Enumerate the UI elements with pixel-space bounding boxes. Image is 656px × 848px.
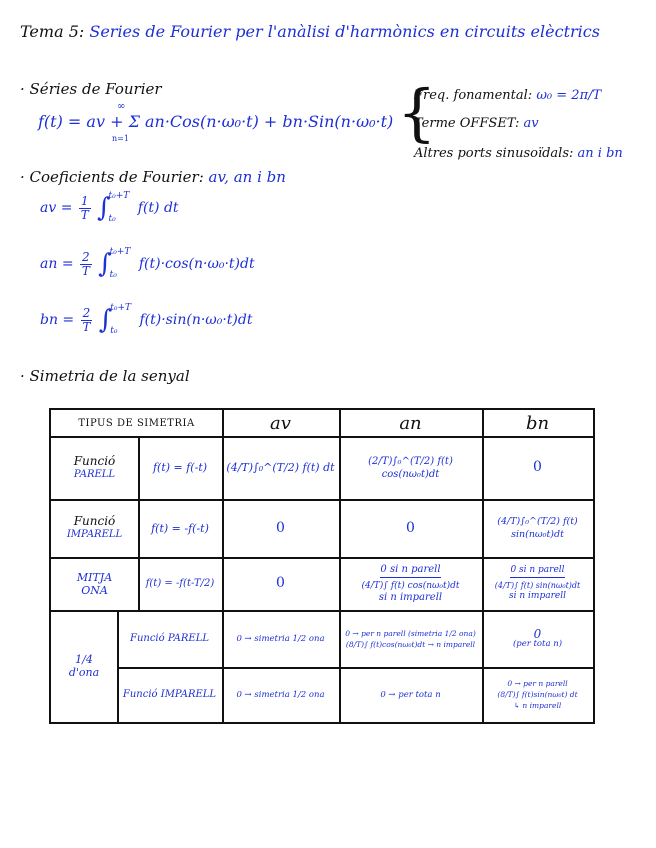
row-even-label bbox=[51, 436, 138, 499]
an-lower: t₀ bbox=[109, 270, 117, 280]
av-den: T bbox=[80, 207, 89, 222]
an-upper: t₀+T bbox=[109, 247, 131, 257]
odd-label-2: IMPARELL bbox=[66, 529, 123, 540]
even-label-1: Funció bbox=[73, 453, 116, 468]
half-bn-formula: (4/T)∫ f(t) sin(nω₀t)dt bbox=[494, 581, 581, 590]
fundamental-label: Freq. fonamental: bbox=[414, 88, 533, 103]
header-av: av bbox=[270, 412, 291, 434]
bn-formula bbox=[40, 304, 252, 336]
even-bn: 0 bbox=[533, 459, 542, 475]
even-an: (2/T)∫₀^(T/2) f(t) cos(nω₀t)dt bbox=[368, 455, 453, 480]
odd-an: 0 bbox=[406, 519, 415, 536]
quarter-label-1: 1/4 bbox=[75, 653, 93, 666]
av-upper: t₀+T bbox=[108, 191, 130, 201]
row-half-label bbox=[51, 557, 138, 610]
symmetry-table bbox=[49, 408, 595, 724]
bn-integral-icon: ∫ bbox=[98, 305, 113, 335]
q-odd-av: 0 → simetria 1/2 ona bbox=[236, 689, 325, 700]
quarter-label-2: d'ona bbox=[68, 666, 100, 679]
offset-label: Terme OFFSET: bbox=[414, 116, 520, 131]
odd-av: 0 bbox=[276, 519, 285, 536]
q-even-bn bbox=[482, 610, 593, 667]
half-bn bbox=[482, 557, 593, 610]
row-quarter-label bbox=[51, 610, 117, 722]
half-an-top: 0 si n parell bbox=[380, 564, 440, 578]
bn-lower: t₀ bbox=[110, 326, 118, 336]
q-even-bn-2: (per tota n) bbox=[512, 638, 563, 649]
half-an-formula: (4/T)∫ f(t) cos(nω₀t)dt bbox=[361, 580, 460, 591]
sum-upper-limit: ∞ bbox=[117, 101, 126, 112]
half-an-bottom: si n imparell bbox=[378, 591, 443, 603]
an-formula bbox=[40, 248, 255, 280]
even-condition: f(t) = f(-t) bbox=[152, 461, 208, 474]
odd-bn: (4/T)∫₀^(T/2) f(t) sin(nω₀t)dt bbox=[497, 516, 578, 540]
q-odd-bn-3: ↳ n imparell bbox=[513, 701, 562, 710]
header-an: an bbox=[399, 412, 422, 434]
av-rhs: f(t) dt bbox=[137, 200, 179, 216]
odd-condition: f(t) = -f(-t) bbox=[151, 521, 209, 535]
bn-lhs: bn = bbox=[40, 312, 75, 328]
half-condition: f(t) = -f(t-T/2) bbox=[145, 578, 215, 589]
fundamental-line bbox=[414, 88, 601, 103]
q-odd-bn-1: 0 → per n parell bbox=[507, 679, 568, 688]
odd-label-1: Funció bbox=[73, 514, 116, 528]
header-bn: bn bbox=[525, 412, 550, 434]
even-label-2: PARELL bbox=[73, 468, 116, 480]
q-even-an-1: 0 → per n parell (simetria 1/2 ona) bbox=[345, 628, 476, 638]
an-den: T bbox=[81, 263, 90, 278]
coefficients-label: · Coeficients de Fourier: bbox=[20, 168, 204, 186]
an-integral-icon: ∫ bbox=[98, 249, 112, 279]
q-odd-bn bbox=[482, 667, 593, 722]
an-lhs: an = bbox=[40, 256, 74, 272]
q-even-label-text: Funció PARELL bbox=[130, 633, 209, 644]
q-odd-label bbox=[117, 667, 222, 722]
series-formula-text: f(t) = av + Σ an·Cos(n·ω₀·t) + bn·Sin(n·ω₀·t) bbox=[38, 112, 394, 131]
q-odd-bn-2: (8/T)∫ f(t)sin(nω₀t) dt bbox=[497, 690, 578, 699]
an-rhs: f(t)·cos(n·ω₀·t)dt bbox=[138, 256, 255, 272]
q-odd-an: 0 → per tota n bbox=[380, 689, 441, 700]
bn-num: 2 bbox=[82, 305, 91, 320]
others-label: Altres ports sinusoïdals: bbox=[414, 146, 574, 161]
q-even-an-2: (8/T)∫ f(t)cos(nω₀t)dt → n imparell bbox=[345, 639, 476, 649]
q-odd-label-text: Funció IMPARELL bbox=[122, 689, 217, 700]
title-prefix: Tema 5: bbox=[20, 22, 85, 41]
half-an bbox=[339, 557, 482, 610]
av-formula bbox=[40, 192, 179, 224]
others-line bbox=[414, 146, 623, 161]
offset-line bbox=[414, 116, 539, 131]
av-num: 1 bbox=[80, 193, 89, 208]
page-title bbox=[20, 22, 600, 41]
series-heading: · Séries de Fourier bbox=[20, 80, 162, 98]
even-av: (4/T)∫₀^(T/2) f(t) dt bbox=[226, 461, 335, 474]
q-even-av: 0 → simetria 1/2 ona bbox=[236, 633, 325, 644]
half-bn-top: 0 si n parell bbox=[510, 565, 564, 578]
header-symmetry-type: TIPUS DE SIMETRIA bbox=[78, 417, 195, 429]
symmetry-heading: · Simetria de la senyal bbox=[20, 367, 190, 385]
half-av: 0 bbox=[276, 575, 285, 591]
av-lhs: av = bbox=[40, 200, 73, 216]
offset-value: av bbox=[523, 116, 539, 131]
brace: { bbox=[397, 76, 437, 149]
fundamental-value: ω₀ = 2π/T bbox=[536, 88, 602, 103]
q-even-an bbox=[339, 610, 482, 667]
title-text: Series de Fourier per l'anàlisi d'harmònics en circuits elèctrics bbox=[89, 22, 600, 41]
coefficients-heading bbox=[20, 168, 286, 186]
coefficients-value: av, an i bn bbox=[208, 168, 286, 186]
av-integral-icon: ∫ bbox=[96, 193, 111, 223]
half-bn-bottom: si n imparell bbox=[509, 591, 566, 601]
q-even-bn-1: 0 bbox=[533, 626, 542, 641]
row-odd-label bbox=[51, 499, 138, 557]
sum-lower-limit: n=1 bbox=[112, 134, 129, 143]
half-label-2: ONA bbox=[81, 583, 108, 597]
av-lower: t₀ bbox=[108, 214, 116, 224]
an-num: 2 bbox=[82, 249, 90, 264]
q-even-label bbox=[117, 610, 222, 667]
bn-den: T bbox=[82, 319, 91, 334]
half-label-1: MITJA bbox=[76, 570, 113, 584]
others-value: an i bn bbox=[577, 146, 623, 161]
bn-rhs: f(t)·sin(n·ω₀·t)dt bbox=[139, 312, 253, 328]
series-formula bbox=[38, 112, 393, 131]
bn-upper: t₀+T bbox=[110, 303, 132, 313]
